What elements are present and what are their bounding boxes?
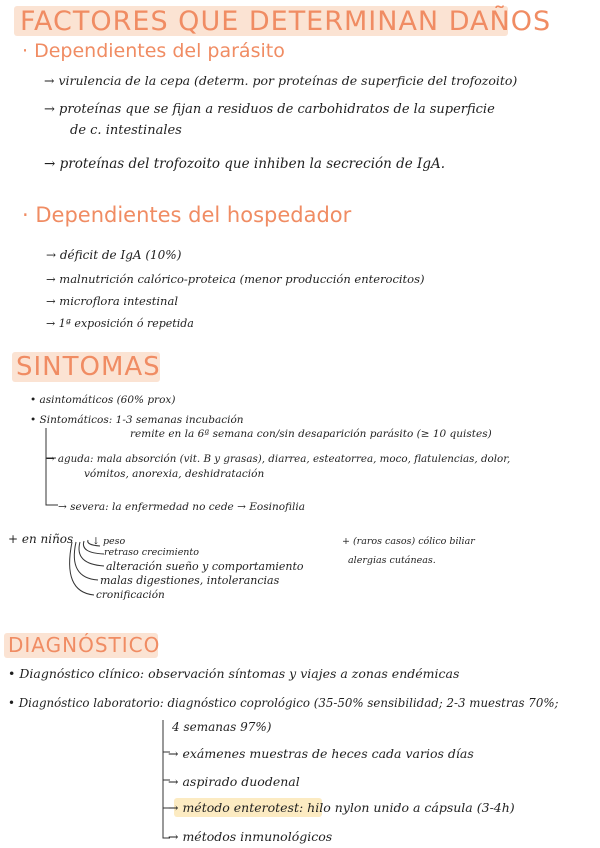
- parasito-item: → proteínas que se fijan a residuos de carbohidratos de la superficie: [44, 102, 495, 117]
- ninos-item: malas digestiones, intolerancias: [100, 574, 280, 587]
- ninos-item: cronificación: [96, 589, 165, 601]
- hospedador-item: → 1ª exposición ó repetida: [46, 317, 194, 330]
- raros-casos-text-2: alergias cutáneas.: [348, 555, 436, 566]
- sintomaticos-text-2: remite en la 6ª semana con/sin desaparición parásito (≥ 10 quistes): [130, 428, 492, 440]
- section-title-sintomas: SINTOMAS: [16, 352, 161, 382]
- raros-casos-text: + (raros casos) cólico biliar: [342, 536, 475, 547]
- parasito-item: de c. intestinales: [70, 123, 182, 138]
- hospedador-item: → malnutrición calórico-proteica (menor producción enterocitos): [46, 272, 425, 286]
- metodo-item: → aspirado duodenal: [168, 774, 300, 789]
- metodo-item: → exámenes muestras de heces cada varios días: [168, 746, 474, 761]
- diagnostico-laboratorio-text: • Diagnóstico laboratorio: diagnóstico coprológico (35-50% sensibilidad; 2-3 muestras 70%;: [8, 696, 559, 710]
- section-title-diagnostico: DIAGNÓSTICO: [8, 633, 161, 657]
- hospedador-item: → microflora intestinal: [46, 294, 178, 308]
- sintomaticos-text: • Sintomáticos: 1-3 semanas incubación: [30, 414, 244, 426]
- asintomaticos-text: • asintomáticos (60% prox): [30, 394, 176, 406]
- aguda-text: → aguda: mala absorción (vit. B y grasas), diarrea, esteatorrea, moco, flatulencias, dolor,: [46, 453, 511, 465]
- heading-dependientes-hospedador: · Dependientes del hospedador: [22, 203, 352, 227]
- ninos-item: retraso crecimiento: [104, 547, 199, 558]
- ninos-label: + en niños: [8, 532, 74, 546]
- ninos-item: alteración sueño y comportamiento: [106, 560, 304, 573]
- section-title-factores: FACTORES QUE DETERMINAN DAÑOS: [20, 6, 552, 37]
- diagnostico-clinico-text: • Diagnóstico clínico: observación síntomas y viajes a zonas endémicas: [8, 666, 460, 681]
- diagnostico-laboratorio-text-2: 4 semanas 97%): [172, 720, 272, 734]
- parasito-item: → proteínas del trofozoito que inhiben la secreción de IgA.: [44, 156, 446, 172]
- ninos-item: ↓ peso: [92, 536, 126, 547]
- metodo-item: → métodos inmunológicos: [168, 829, 333, 844]
- metodo-item: → método enterotest: hilo nylon unido a cápsula (3-4h): [168, 800, 515, 815]
- hospedador-item: → déficit de IgA (10%): [46, 248, 182, 262]
- aguda-text-2: vómitos, anorexia, deshidratación: [84, 468, 265, 480]
- heading-dependientes-parasito: · Dependientes del parásito: [22, 40, 285, 62]
- parasito-item: → virulencia de la cepa (determ. por proteínas de superficie del trofozoito): [44, 73, 518, 88]
- severa-text: → severa: la enfermedad no cede → Eosinofilia: [58, 501, 306, 513]
